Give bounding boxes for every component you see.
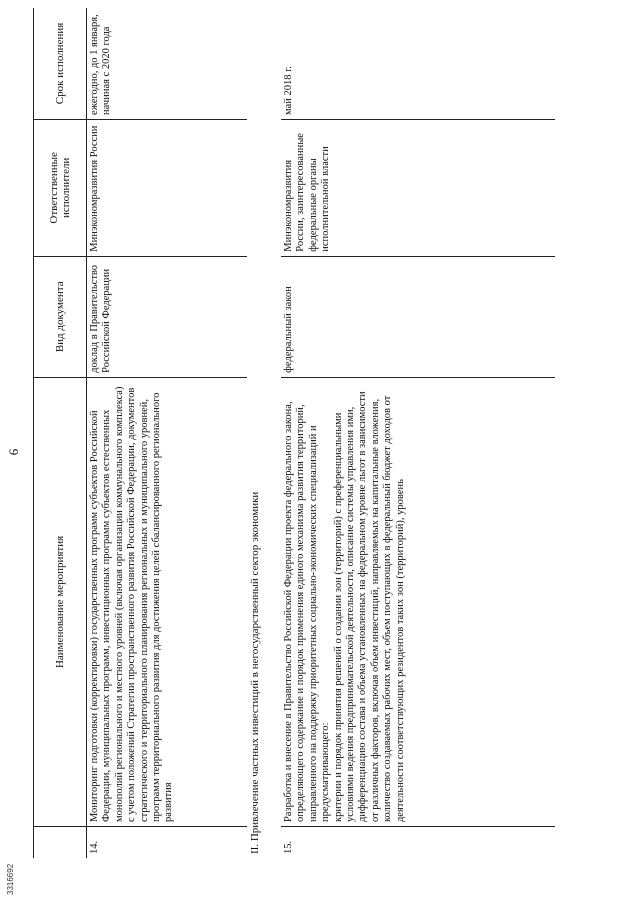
row-deadline: май 2018 г. (281, 8, 555, 119)
row-name: Разработка и внесение в Правительство Российской Федерации проекта федерального закона, определяющего содержание и порядок применения единого механизма развития территорий, направленного на поддержку приоритетных социально-экономических специализаций и предусматривающего: критерии и порядок принятия решений о создании зон (территорий) с преференциальными условиями ведения предпринимательской деятельности, описание системы управления ими, дифференциацию состава и объема установленных на федеральном уровне льгот в зависимости от различных факторов, включая объем инвестиций, направляемых на капитальные вложения, количество создаваемых рабочих мест, объем поступающих в федеральный бюджет доходов от деятельности соответствующих резидентов таких зон (территорий), уровень (281, 377, 555, 826)
row-number: 15. (283, 840, 294, 854)
table-row (281, 8, 555, 858)
header-number (34, 827, 87, 858)
row-doc-type: федеральный закон (281, 256, 555, 377)
section-row (247, 8, 281, 858)
header-doc-type: Вид документа (34, 256, 87, 377)
action-plan-table (33, 8, 555, 858)
row-responsible: Минэкономразвития России (87, 119, 248, 256)
header-deadline: Срок исполнения (34, 8, 87, 119)
row-responsible: Минэкономразвития России, заинтересованные федеральные органы исполнительной власти (281, 119, 555, 256)
page-number: 6 (6, 448, 21, 456)
row-doc-type: доклад в Правительство Российской Федерации (87, 256, 248, 377)
table-row (87, 8, 248, 858)
row-name: Мониторинг подготовки (корректировки) государственных программ субъектов Российской Федерации, муниципальных программ, инвестиционных программ субъектов естественных монополий регионального и местного уровней (включая организации коммунального комплекса) с учетом положений Стратегии пространственного развития Российской Федерации, документов стратегического и территориального планирования региональных и муниципального уровней, программ территориального развития для достижения целей сбалансированного регионального развития (87, 377, 248, 826)
header-name: Наименование мероприятия (34, 377, 87, 826)
row-deadline: ежегодно, до 1 января, начиная с 2020 года (87, 8, 248, 119)
document-id: 3316692 (6, 863, 15, 895)
row-number: 14. (89, 840, 100, 854)
table-header-row (34, 8, 87, 858)
header-responsible: Ответственные исполнители (34, 119, 87, 256)
section-title: II. Привлечение частных инвестиций в негосударственный сектор экономики (249, 491, 261, 854)
